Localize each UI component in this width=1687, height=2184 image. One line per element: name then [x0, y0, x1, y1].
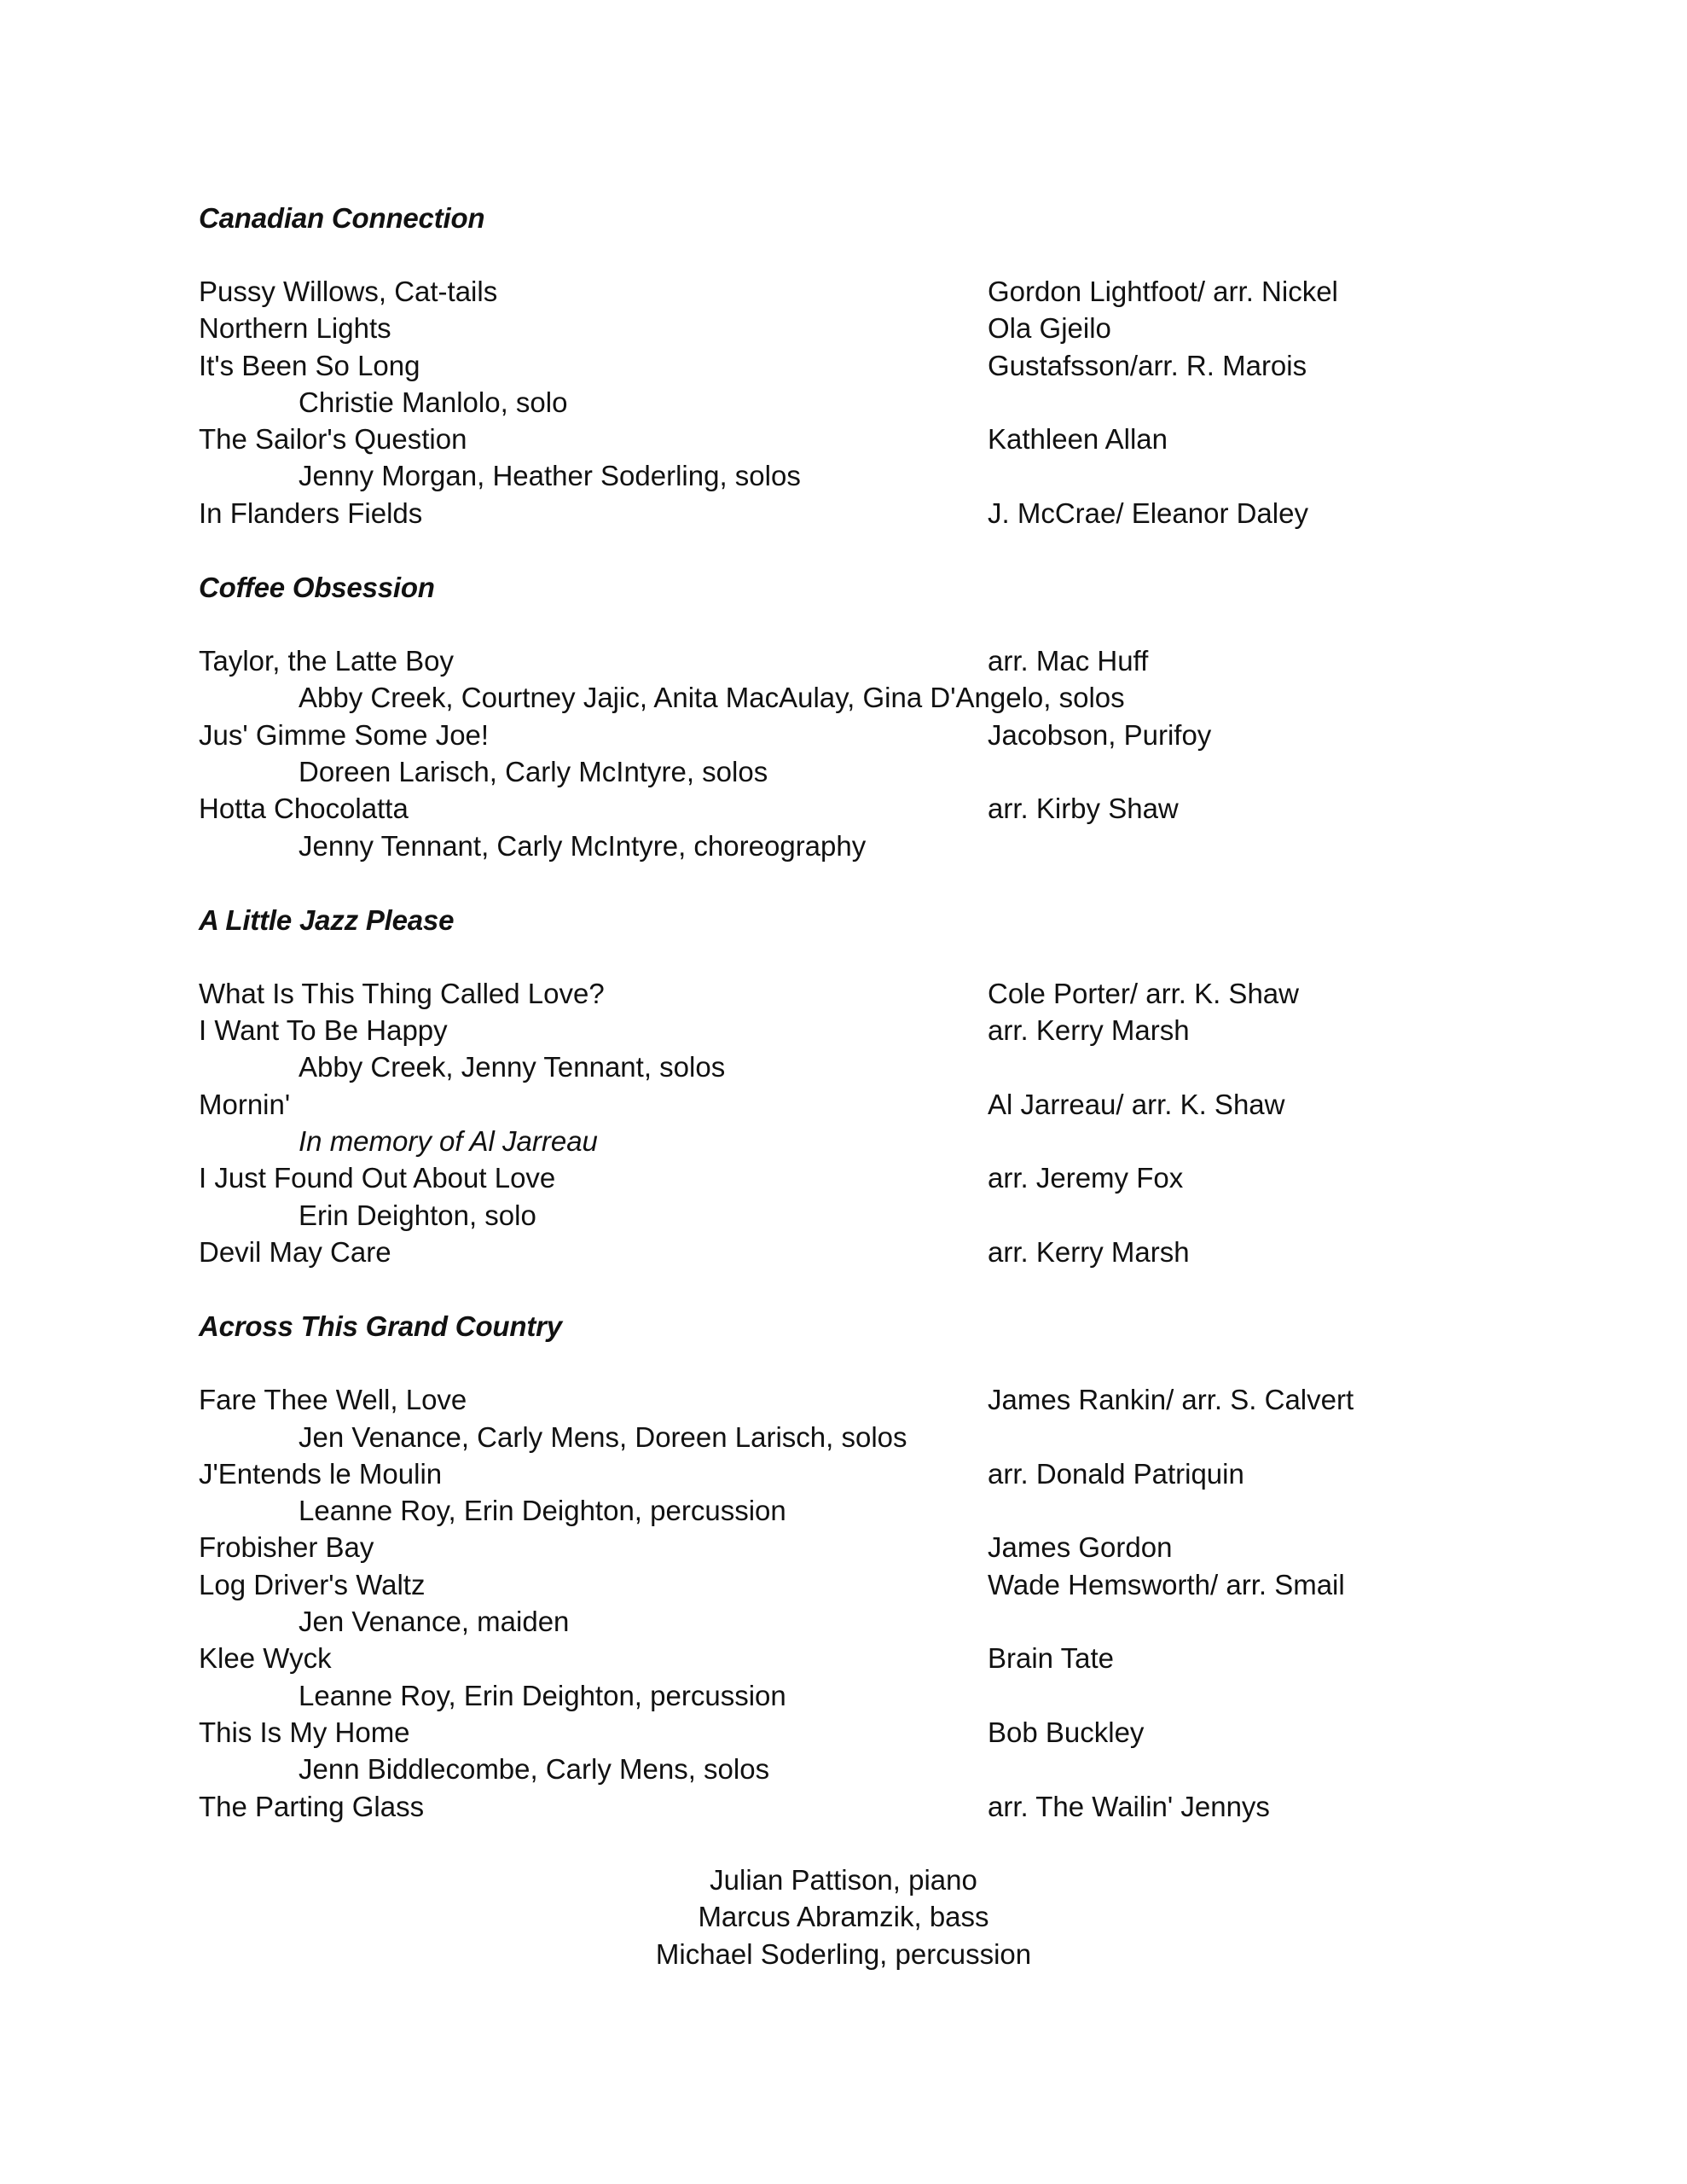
program-entry — [199, 642, 1529, 679]
composer-credit: Ola Gjeilo — [988, 312, 1111, 345]
performer-note: Leanne Roy, Erin Deighton, percussion — [299, 1495, 786, 1527]
section-title: Across This Grand Country — [199, 1310, 562, 1343]
composer-credit: Bob Buckley — [988, 1716, 1145, 1748]
song-title: Klee Wyck — [199, 1642, 332, 1675]
composer-credit: arr. The Wailin' Jennys — [988, 1790, 1270, 1822]
program-entry — [199, 273, 1529, 310]
song-title: Devil May Care — [199, 1235, 391, 1268]
composer-credit: Kathleen Allan — [988, 423, 1168, 456]
composer-credit: Gordon Lightfoot/ arr. Nickel — [988, 276, 1338, 307]
song-title: This Is My Home — [199, 1716, 410, 1748]
performer-note: Jen Venance, Carly Mens, Doreen Larisch, solos — [299, 1420, 907, 1453]
program-entry — [199, 1455, 1529, 1492]
credit-line-piano: Julian Pattison, piano — [710, 1864, 977, 1896]
program-entry — [199, 717, 1529, 753]
program-entry — [199, 1714, 1529, 1751]
program-entry — [199, 1159, 1529, 1196]
song-title: In Flanders Fields — [199, 497, 423, 529]
program-entry — [199, 1566, 1529, 1603]
credit-line-percussion: Michael Soderling, percussion — [655, 1937, 1032, 1970]
song-title: Fare Thee Well, Love — [199, 1384, 467, 1416]
song-title: Pussy Willows, Cat-tails — [199, 276, 498, 307]
composer-credit: James Rankin/ arr. S. Calvert — [988, 1384, 1354, 1416]
song-title: Hotta Chocolatta — [199, 793, 409, 825]
composer-credit: arr. Kirby Shaw — [988, 793, 1179, 825]
composer-credit: arr. Kerry Marsh — [988, 1014, 1190, 1047]
section-title: Canadian Connection — [199, 202, 485, 234]
composer-credit: J. McCrae/ Eleanor Daley — [988, 497, 1308, 529]
program-entry — [199, 310, 1529, 346]
composer-credit: Cole Porter/ arr. K. Shaw — [988, 977, 1299, 1009]
song-title: Taylor, the Latte Boy — [199, 645, 455, 677]
program-entry — [199, 975, 1529, 1012]
composer-credit: Al Jarreau/ arr. K. Shaw — [988, 1088, 1285, 1120]
performer-note: Jenny Tennant, Carly McIntyre, choreography — [299, 829, 867, 862]
credit-line-bass: Marcus Abramzik, bass — [698, 1901, 989, 1933]
song-title: Jus' Gimme Some Joe! — [199, 718, 490, 751]
program-entry — [199, 1529, 1529, 1565]
composer-credit: James Gordon — [988, 1531, 1173, 1564]
section-title: Coffee Obsession — [199, 572, 435, 604]
program-entry — [199, 347, 1529, 384]
program-section — [199, 569, 1529, 864]
program-entry — [199, 1788, 1529, 1825]
performer-note: Erin Deighton, solo — [299, 1199, 536, 1231]
song-title: J'Entends le Moulin — [199, 1457, 443, 1490]
performer-note: Jenn Biddlecombe, Carly Mens, solos — [299, 1753, 770, 1786]
program-section — [199, 200, 1529, 531]
program-entry — [199, 1381, 1529, 1418]
program-entry — [199, 790, 1529, 827]
program-section — [199, 902, 1529, 1270]
dedication-note: In memory of Al Jarreau — [299, 1125, 598, 1158]
composer-credit: Brain Tate — [988, 1642, 1114, 1675]
song-title: Frobisher Bay — [199, 1531, 374, 1564]
song-title: I Want To Be Happy — [199, 1014, 448, 1047]
performer-note: Christie Manlolo, solo — [299, 386, 568, 418]
section-title: A Little Jazz Please — [199, 903, 455, 936]
song-title: Northern Lights — [199, 312, 391, 345]
song-title: The Parting Glass — [199, 1790, 425, 1822]
performer-note: Abby Creek, Courtney Jajic, Anita MacAulay, Gina D'Angelo, solos — [299, 682, 1125, 714]
concert-program — [199, 200, 1529, 1825]
composer-credit: Gustafsson/arr. R. Marois — [988, 349, 1307, 381]
song-title: What Is This Thing Called Love? — [199, 977, 605, 1009]
program-entry — [199, 1234, 1529, 1270]
composer-credit: arr. Donald Patriquin — [988, 1457, 1244, 1490]
performer-note: Abby Creek, Jenny Tennant, solos — [299, 1051, 726, 1083]
program-entry — [199, 421, 1529, 457]
composer-credit: Wade Hemsworth/ arr. Smail — [988, 1568, 1345, 1600]
song-title: The Sailor's Question — [199, 423, 467, 456]
composer-credit: Jacobson, Purifoy — [988, 718, 1212, 751]
performer-note: Doreen Larisch, Carly McIntyre, solos — [299, 755, 768, 787]
program-entry — [199, 1086, 1529, 1123]
performer-note: Leanne Roy, Erin Deighton, percussion — [299, 1679, 786, 1711]
song-title: Mornin' — [199, 1088, 291, 1120]
song-title: I Just Found Out About Love — [199, 1162, 556, 1194]
performer-note: Jenny Morgan, Heather Soderling, solos — [299, 460, 801, 492]
composer-credit: arr. Mac Huff — [988, 645, 1149, 677]
song-title: Log Driver's Waltz — [199, 1568, 426, 1600]
performer-note: Jen Venance, maiden — [299, 1606, 570, 1638]
composer-credit: arr. Kerry Marsh — [988, 1235, 1190, 1268]
program-entry — [199, 495, 1529, 531]
song-title: It's Been So Long — [199, 349, 420, 381]
accompanist-credits — [0, 1862, 1687, 1972]
composer-credit: arr. Jeremy Fox — [988, 1162, 1184, 1194]
program-entry — [199, 1012, 1529, 1048]
program-entry — [199, 1640, 1529, 1676]
program-section — [199, 1308, 1529, 1825]
